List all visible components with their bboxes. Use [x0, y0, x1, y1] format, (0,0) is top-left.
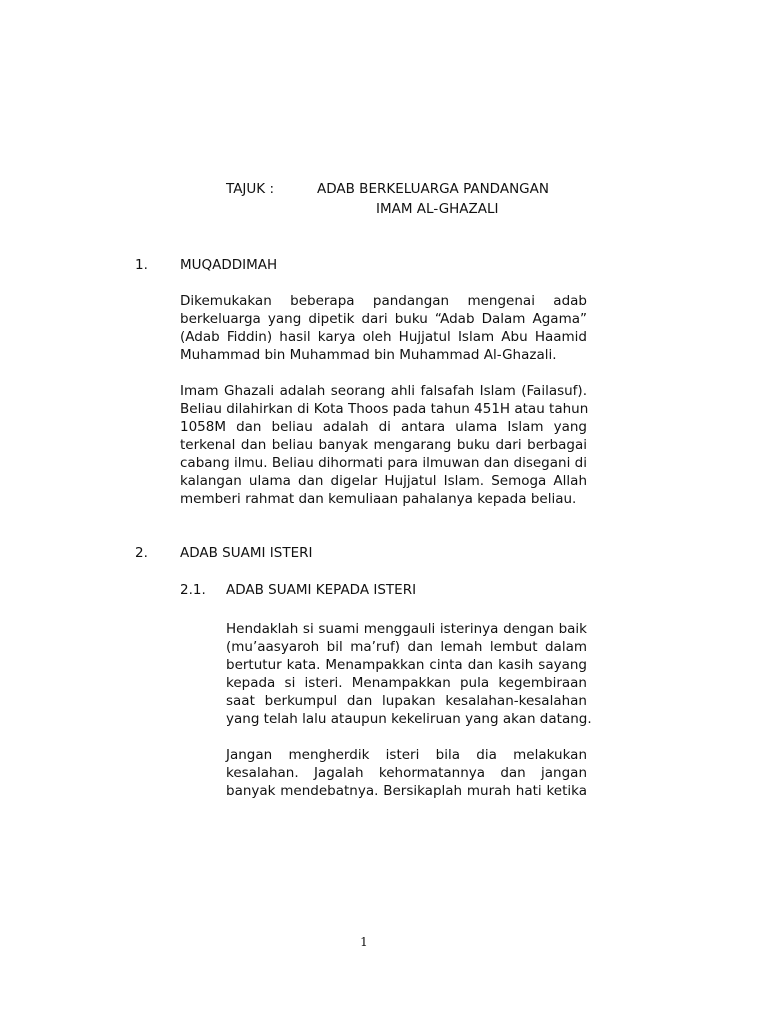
subsection-2-1-paragraph-2	[226, 746, 587, 800]
paragraph-line: kesalahan. Jagalah kehormatannya dan jangan	[226, 765, 587, 781]
paragraph-line: memberi rahmat dan kemuliaan pahalanya kepada beliau.	[180, 491, 577, 507]
subsection-2-1-paragraph-1	[226, 620, 592, 728]
section-1-paragraph-1	[180, 292, 587, 364]
section-2-number: 2.	[135, 545, 148, 561]
section-1-heading: MUQADDIMAH	[180, 257, 278, 273]
title-label: TAJUK :	[226, 181, 274, 197]
page-number: 1	[360, 935, 368, 949]
paragraph-line: (Adab Fiddin) hasil karya oleh Hujjatul Islam Abu Haamid	[180, 329, 587, 345]
subsection-2-1-number: 2.1.	[180, 582, 206, 598]
document-title-line-2: IMAM AL-GHAZALI	[376, 201, 499, 217]
paragraph-line: saat berkumpul dan lupakan kesalahan-kesalahan	[226, 693, 587, 709]
paragraph-line: bertutur kata. Menampakkan cinta dan kasih sayang	[226, 657, 587, 673]
paragraph-line: banyak mendebatnya. Bersikaplah murah hati ketika	[226, 783, 587, 799]
paragraph-line: Dikemukakan beberapa pandangan mengenai adab	[180, 293, 587, 309]
section-1-number: 1.	[135, 257, 148, 273]
paragraph-line: yang telah lalu ataupun kekeliruan yang akan datang.	[226, 711, 592, 727]
section-2-heading: ADAB SUAMI ISTERI	[180, 545, 313, 561]
paragraph-line: terkenal dan beliau banyak mengarang buku dari berbagai	[180, 437, 587, 453]
paragraph-line: cabang ilmu. Beliau dihormati para ilmuwan dan disegani di	[180, 455, 587, 471]
paragraph-line: 1058M dan beliau adalah di antara ulama Islam yang	[180, 419, 587, 435]
paragraph-line: Beliau dilahirkan di Kota Thoos pada tahun 451H atau tahun	[180, 401, 589, 417]
subsection-2-1-heading: ADAB SUAMI KEPADA ISTERI	[226, 582, 417, 598]
paragraph-line: Hendaklah si suami menggauli isterinya dengan baik	[226, 621, 587, 637]
paragraph-line: Imam Ghazali adalah seorang ahli falsafah Islam (Failasuf).	[180, 383, 587, 399]
document-title-line-1: ADAB BERKELUARGA PANDANGAN	[317, 181, 549, 197]
paragraph-line: kepada si isteri. Menampakkan pula kegembiraan	[226, 675, 587, 691]
section-1-paragraph-2	[180, 382, 587, 508]
paragraph-line: kalangan ulama dan digelar Hujjatul Islam. Semoga Allah	[180, 473, 587, 489]
paragraph-line: Jangan mengherdik isteri bila dia melakukan	[226, 747, 587, 763]
paragraph-line: berkeluarga yang dipetik dari buku “Adab Dalam Agama”	[180, 311, 587, 327]
paragraph-line: Muhammad bin Muhammad bin Muhammad Al-Ghazali.	[180, 347, 557, 363]
paragraph-line: (mu’aasyaroh bil ma’ruf) dan lemah lembut dalam	[226, 639, 587, 655]
